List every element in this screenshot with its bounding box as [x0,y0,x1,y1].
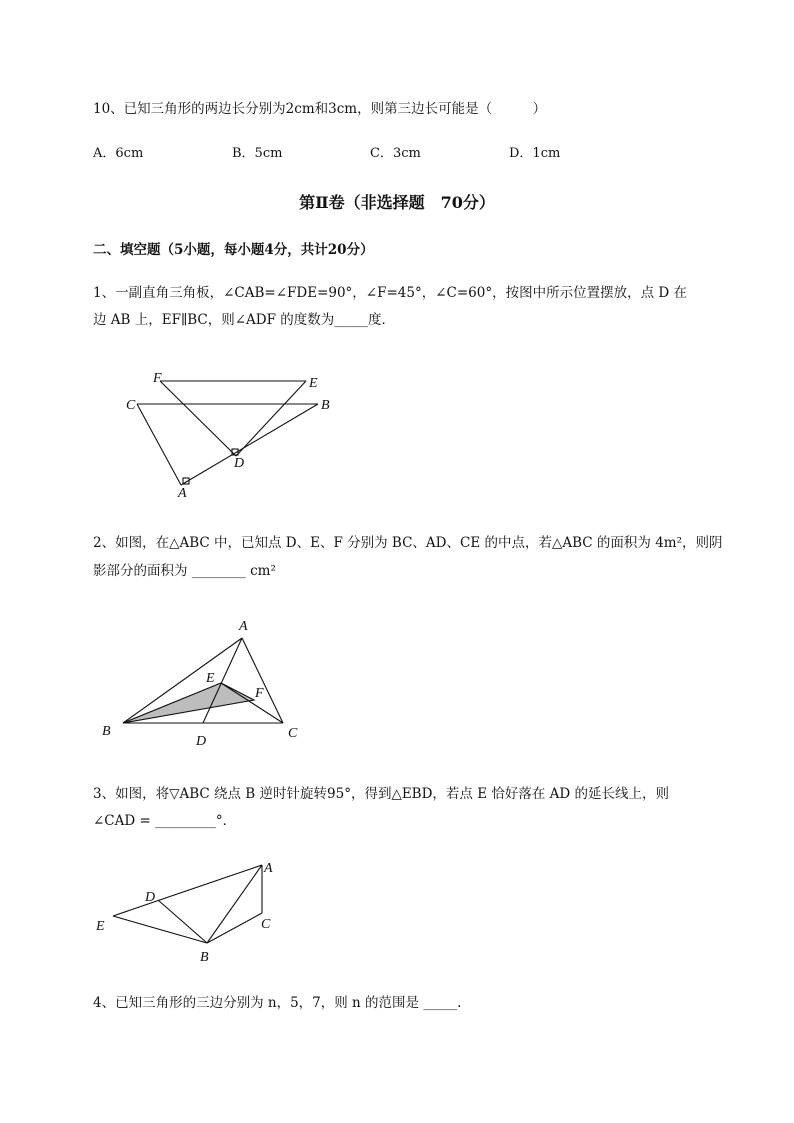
section-subtitle: 二、填空题（5小题，每小题4分，共计20分） [93,242,374,258]
fig1-label-a: A [178,486,187,501]
fig1-label-c: C [126,398,136,413]
section-title: 第Ⅱ卷（非选择题 70分） [299,193,495,212]
q10-option-a: A．6cm [93,146,144,161]
fig1-label-d: D [234,456,245,471]
fig3-label-e: E [96,919,105,934]
fig1-label-b: B [321,398,330,413]
q1-line1: 1、一副直角三角板，∠CAB=∠FDE=90°，∠F=45°，∠C=60°，按图中所示位置摆放，点 D 在 [93,285,688,301]
fig2-label-a: A [239,619,248,634]
fig3-label-c: C [261,917,271,932]
q2-line2: 影部分的面积为 ________ cm² [93,563,276,579]
fig1-label-f: F [153,371,162,386]
fig2-label-e: E [206,671,215,686]
fig3-label-b: B [200,950,209,965]
q1-line2: 边 AB 上，EF∥BC，则∠ADF 的度数为_____度． [93,312,396,328]
fig1-label-e: E [309,376,318,391]
fig3-label-d: D [145,890,156,905]
figure-q3 [113,865,262,943]
fig2-label-f: F [255,686,264,701]
q10-option-b: B．5cm [232,146,283,161]
q10-option-c: C．3cm [370,146,421,161]
fig2-label-c: C [288,726,298,741]
figure-q1 [137,381,318,485]
q10-text: 10、已知三角形的两边长分别为2cm和3cm，则第三边长可能是（ ） [93,101,547,117]
q10-option-d: D．1cm [509,146,561,161]
q3-line1: 3、如图，将▽ABC 绕点 B 逆时针旋转95°，得到△EBD，若点 E 恰好落在 AD 的延长线上，则 [93,786,670,802]
fig2-label-b: B [102,724,111,739]
q3-line2: ∠CAD = _________°． [93,813,237,829]
fig3-label-a: A [264,861,273,876]
figure-q2 [123,638,283,723]
q4-line1: 4、已知三角形的三边分别为 n，5，7，则 n 的范围是 _____. [93,995,462,1011]
fig2-label-d: D [196,734,207,749]
q2-line1: 2、如图，在△ABC 中，已知点 D、E、F 分别为 BC、AD、CE 的中点，若△ABC 的面积为 4m²，则阴 [93,535,723,551]
